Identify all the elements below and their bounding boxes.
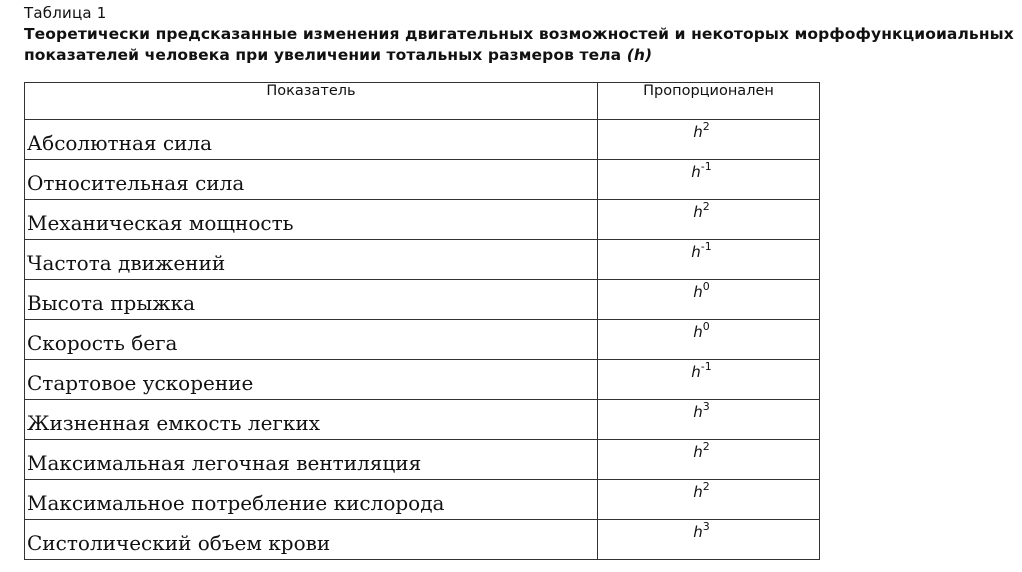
row-proportional-value bbox=[598, 520, 820, 560]
row-proportional-value bbox=[598, 360, 820, 400]
row-proportional-value bbox=[598, 480, 820, 520]
power-exponent: 3 bbox=[702, 520, 710, 533]
power-base: h bbox=[693, 203, 703, 221]
power-exponent: 0 bbox=[702, 280, 710, 293]
row-indicator-name: Максимальная легочная вентиляция bbox=[25, 440, 598, 480]
power-base: h bbox=[693, 483, 703, 501]
power-exponent: 2 bbox=[702, 200, 710, 213]
power-base: h bbox=[691, 363, 701, 381]
table-row bbox=[25, 480, 820, 520]
row-proportional-value bbox=[598, 160, 820, 200]
row-indicator-name: Относительная сила bbox=[25, 160, 598, 200]
power-base: h bbox=[693, 403, 703, 421]
table-caption-label: Таблица 1 bbox=[24, 4, 107, 22]
power-base: h bbox=[693, 323, 703, 341]
power-exponent: -1 bbox=[700, 160, 712, 173]
table-row bbox=[25, 400, 820, 440]
row-indicator-name: Механическая мощность bbox=[25, 200, 598, 240]
row-proportional-value bbox=[598, 120, 820, 160]
table-row bbox=[25, 440, 820, 480]
table-header-row bbox=[25, 83, 820, 120]
table-row bbox=[25, 200, 820, 240]
caption-title-text: Теоретически предсказанные изменения двигательных возможностей и некоторых морфофункциоиальных показателей человека при увеличении тотальных размеров тела bbox=[24, 25, 1014, 64]
header-indicator: Показатель bbox=[25, 83, 598, 120]
row-proportional-value bbox=[598, 240, 820, 280]
table-row bbox=[25, 120, 820, 160]
row-indicator-name: Абсолютная сила bbox=[25, 120, 598, 160]
table-caption-title bbox=[24, 24, 1014, 66]
row-indicator-name: Скорость бега bbox=[25, 320, 598, 360]
table-row bbox=[25, 160, 820, 200]
row-proportional-value bbox=[598, 320, 820, 360]
power-base: h bbox=[693, 443, 703, 461]
header-proportional: Пропорционален bbox=[598, 83, 820, 120]
proportionality-table bbox=[24, 82, 820, 560]
table-row bbox=[25, 320, 820, 360]
row-indicator-name: Стартовое ускорение bbox=[25, 360, 598, 400]
table-row bbox=[25, 280, 820, 320]
row-indicator-name: Систолический объем крови bbox=[25, 520, 598, 560]
power-exponent: -1 bbox=[700, 240, 712, 253]
table-row bbox=[25, 360, 820, 400]
row-indicator-name: Максимальное потребление кислорода bbox=[25, 480, 598, 520]
power-exponent: 3 bbox=[702, 400, 710, 413]
row-proportional-value bbox=[598, 440, 820, 480]
power-base: h bbox=[693, 523, 703, 541]
table-row bbox=[25, 520, 820, 560]
power-exponent: 2 bbox=[702, 480, 710, 493]
power-base: h bbox=[691, 163, 701, 181]
row-proportional-value bbox=[598, 200, 820, 240]
row-indicator-name: Жизненная емкость легких bbox=[25, 400, 598, 440]
row-indicator-name: Частота движений bbox=[25, 240, 598, 280]
row-proportional-value bbox=[598, 400, 820, 440]
power-exponent: 2 bbox=[702, 440, 710, 453]
power-exponent: -1 bbox=[700, 360, 712, 373]
power-exponent: 2 bbox=[702, 120, 710, 133]
caption-title-variable: (h) bbox=[626, 46, 653, 64]
row-proportional-value bbox=[598, 280, 820, 320]
power-base: h bbox=[691, 243, 701, 261]
power-base: h bbox=[693, 123, 703, 141]
power-exponent: 0 bbox=[702, 320, 710, 333]
row-indicator-name: Высота прыжка bbox=[25, 280, 598, 320]
power-base: h bbox=[693, 283, 703, 301]
table-row bbox=[25, 240, 820, 280]
